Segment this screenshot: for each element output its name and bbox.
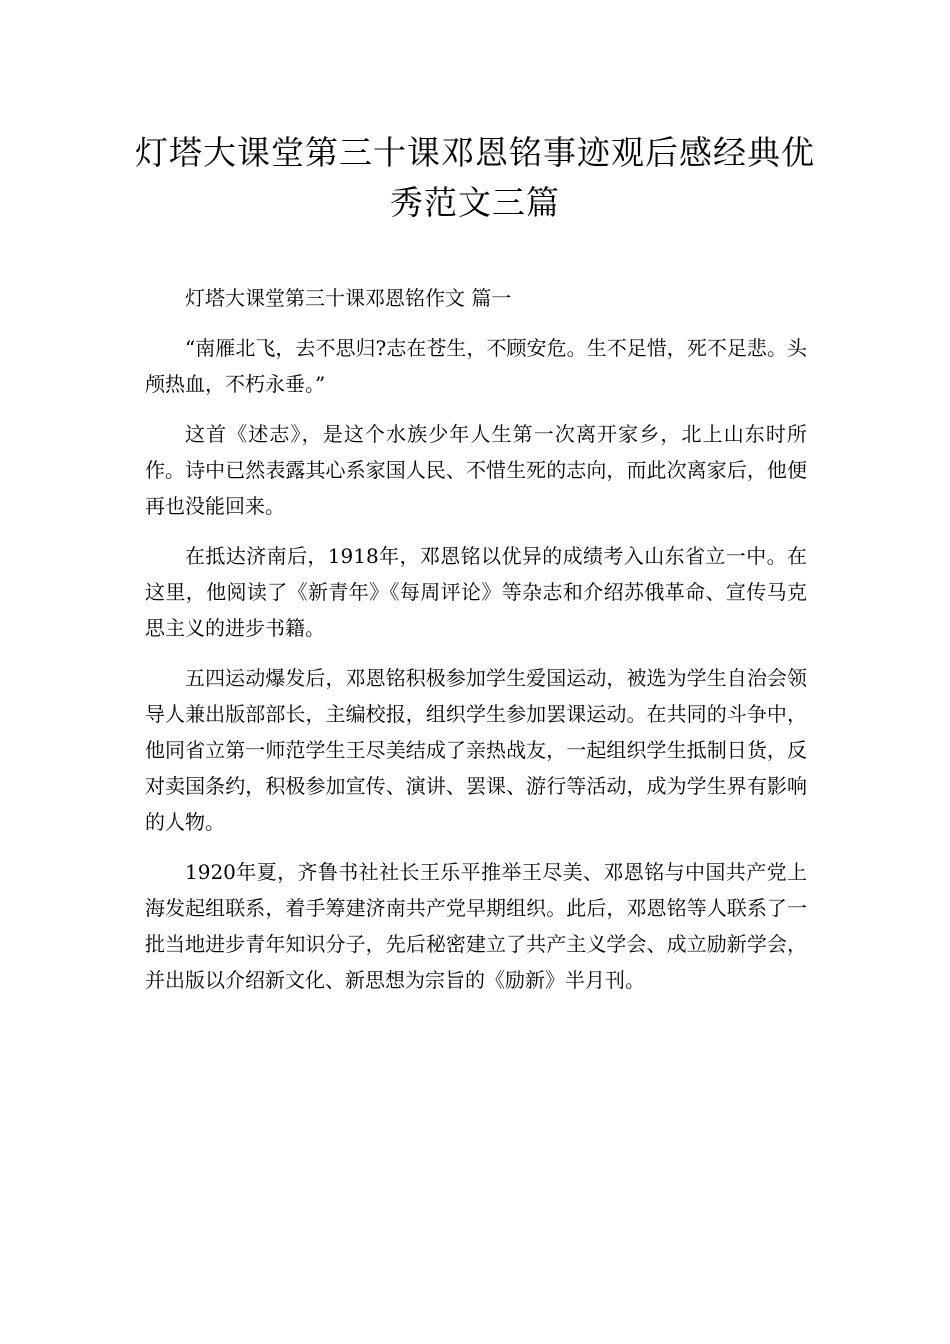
section-heading: 灯塔大课堂第三十课邓恩铭作文 篇一 <box>185 286 512 310</box>
document-title: 灯塔大课堂第三十课邓恩铭事迹观后感经典优秀范文三篇 <box>135 133 815 222</box>
document-body <box>145 280 807 1012</box>
body-paragraph: 这首《述志》，是这个水族少年人生第一次离开家乡，北上山东时所作。诗中已然表露其心系家国人民、不惜生死的志向，而此次离家后，他便再也没能回来。 <box>145 422 807 518</box>
body-paragraph: 1920年夏，齐鲁书社社长王乐平推举王尽美、邓恩铭与中国共产党上海发起组联系，着手筹建济南共产党早期组织。此后，邓恩铭等人联系了一批当地进步青年知识分子，先后秘密建立了共产主义学会、成立励新学会，并出版以介绍新文化、新思想为宗旨的《励新》半月刊。 <box>145 860 807 992</box>
poem-quote-paragraph: “南雁北飞，去不思归?志在苍生，不顾安危。生不足惜，死不足悲。头颅热血，不朽永垂。” <box>145 336 807 396</box>
body-paragraph: 在抵达济南后，1918年，邓恩铭以优异的成绩考入山东省立一中。在这里，他阅读了《新青年》《每周评论》等杂志和介绍苏俄革命、宣传马克思主义的进步书籍。 <box>145 544 807 640</box>
body-paragraph: 五四运动爆发后，邓恩铭积极参加学生爱国运动，被选为学生自治会领导人兼出版部部长，主编校报，组织学生参加罢课运动。在共同的斗争中，他同省立第一师范学生王尽美结成了亲热战友，一起组织学生抵制日货，反对卖国条约，积极参加宣传、演讲、罢课、游行等活动，成为学生界有影响的人物。 <box>145 666 807 834</box>
